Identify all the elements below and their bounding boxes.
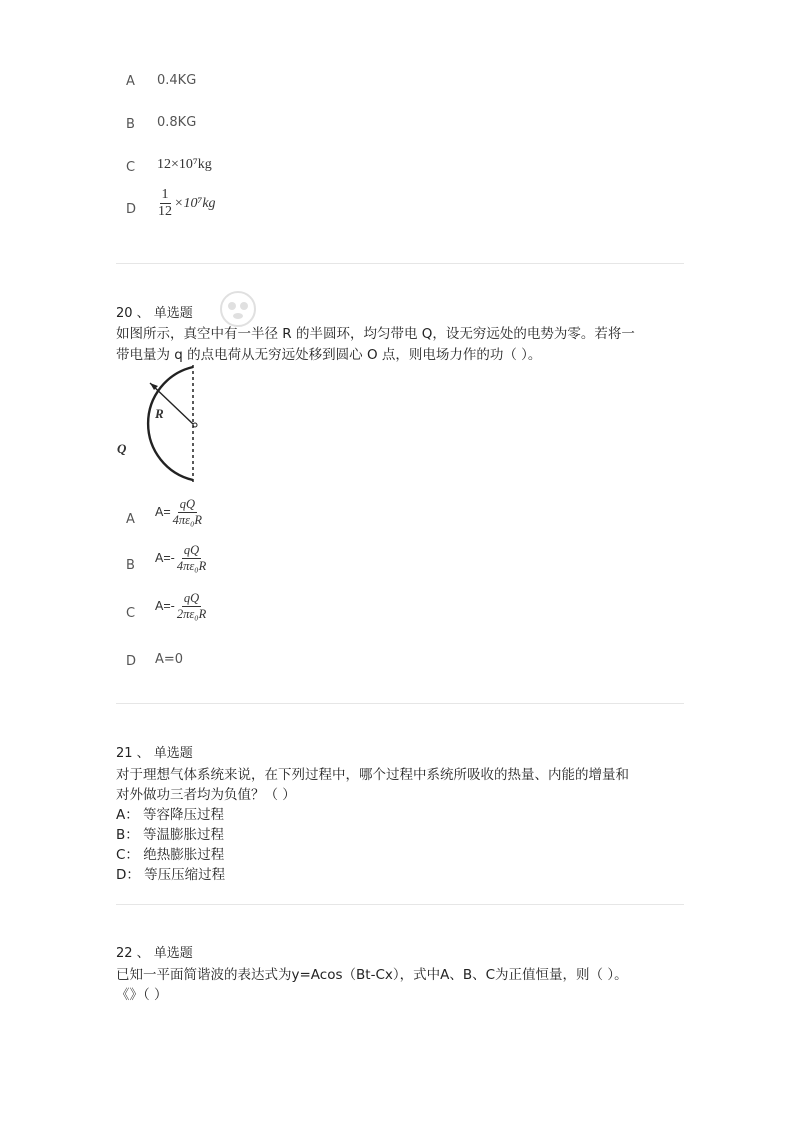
divider [116, 263, 684, 264]
option-letter: A [126, 512, 135, 527]
divider [116, 904, 684, 905]
formula-lhs: A= [155, 505, 171, 519]
question-stem-line: 对外做功三者均为负值？（ ） [116, 787, 296, 803]
option-formula [155, 592, 206, 620]
question-number: 20 、 单选题 [116, 306, 193, 321]
question-stem-line: 如图所示，真空中有一半径 R 的半圆环，均匀带电 Q，设无穷远处的电势为零。若将一 [116, 326, 635, 342]
fraction-denominator: 4πε₀R [176, 558, 207, 573]
divider [116, 703, 684, 704]
fraction-denominator: 4πε₀R [172, 512, 203, 527]
fraction-numerator: 1 [161, 187, 169, 202]
question-stem-line: 对于理想气体系统来说，在下列过程中，哪个过程中系统所吸收的热量、内能的增量和 [116, 767, 629, 783]
watermark-logo [218, 289, 258, 329]
option-text: B： 等温膨胀过程 [116, 827, 225, 843]
option-letter: A [126, 74, 135, 89]
option-text: C： 绝热膨胀过程 [116, 847, 225, 863]
option-letter: D [126, 654, 137, 669]
option-letter: D [126, 202, 137, 217]
question-stem-line: 带电量为 q 的点电荷从无穷远处移到圆心 O 点，则电场力作的功（ ）。 [116, 347, 542, 363]
fraction-denominator: 2πε₀R [176, 606, 207, 621]
option-text: 0.8KG [157, 115, 197, 130]
question-stem-line: 《》（ ） [116, 987, 168, 1003]
option-text: A=0 [155, 652, 184, 667]
fraction-denominator: 12 [158, 204, 172, 219]
semicircle-figure [113, 362, 213, 484]
option-text: 0.4KG [157, 73, 197, 88]
fraction-numerator: qQ [183, 591, 200, 605]
charge-label: Q [117, 441, 127, 456]
option-formula [155, 544, 206, 572]
option-letter: B [126, 558, 135, 573]
question-number: 22 、 单选题 [116, 946, 193, 961]
question-number: 21 、 单选题 [116, 746, 193, 761]
formula-lhs: A=- [155, 599, 175, 613]
option-text: D： 等压压缩过程 [116, 867, 226, 883]
question-stem-line: 已知一平面简谐波的表达式为y=Acos（Bt-Cx），式中A、B、C为正值恒量，则（ ）。 [116, 967, 628, 983]
formula-lhs: A=- [155, 551, 175, 565]
option-text: 12×10⁷kg [157, 157, 212, 172]
option-text: A： 等容降压过程 [116, 807, 225, 823]
option-formula [155, 498, 202, 526]
option-letter: B [126, 117, 135, 132]
fraction-numerator: qQ [179, 497, 195, 511]
radius-label: R [155, 406, 164, 421]
option-formula [158, 188, 216, 219]
fraction-numerator: qQ [183, 543, 200, 557]
option-letter: C [126, 160, 136, 175]
formula-tail: ×10⁷kg [174, 195, 216, 211]
option-letter: C [126, 606, 136, 621]
